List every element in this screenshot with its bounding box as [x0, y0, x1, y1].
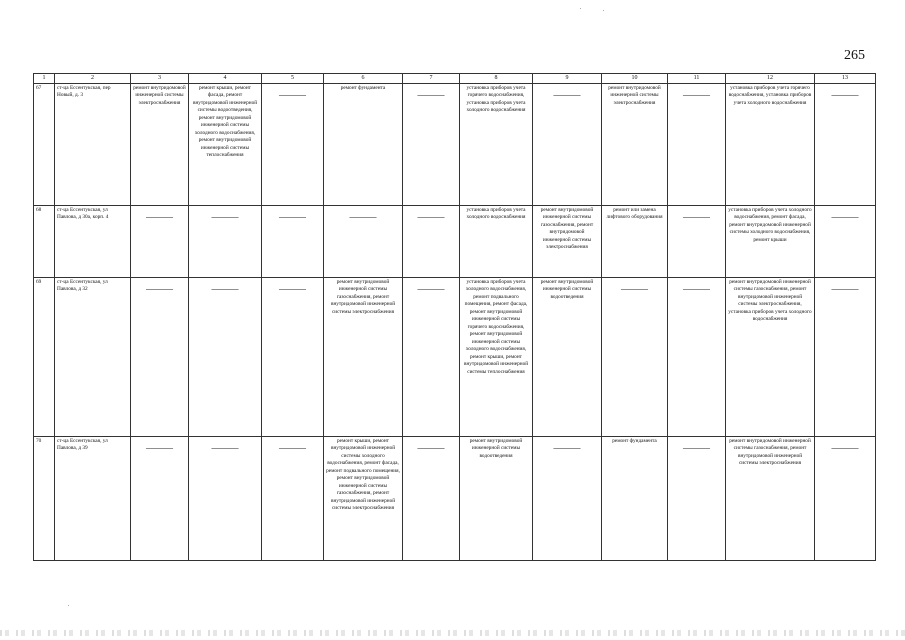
table-cell: ремонт внутридомовой инженерной системы газоснабжения, ремонт внутридомовой инженерной системы электроснабжения [726, 436, 815, 560]
table-cell [189, 205, 262, 277]
table-cell: ремонт внутридомовой инженерной системы водоотведения [460, 436, 533, 560]
scan-speck [603, 10, 604, 11]
table-cell: установка приборов учета холодного водоснабжения [460, 205, 533, 277]
table-row [34, 436, 876, 560]
table-cell: ремонт внутридомовой инженерной системы электроснабжения [131, 83, 189, 205]
dash: ——— [146, 211, 173, 222]
page-number: 265 [844, 48, 865, 63]
dash: ——— [349, 211, 377, 222]
dash: ——— [279, 442, 306, 453]
table-cell: ремонт внутридомовой инженерной системы газоснабжения, ремонт внутридомовой инженерной системы электроснабжения, установка приборов учета холодного водоснабжения [726, 277, 815, 436]
table-cell: установка приборов учета горячего водоснабжения, установка приборов учета холодного водоснабжения [460, 83, 533, 205]
dash: ——— [683, 283, 710, 294]
dash: ——— [831, 89, 859, 100]
table-cell [668, 205, 726, 277]
address-cell: ст-ца Ессентукская, пер Новый, д. 3 [55, 83, 131, 205]
address-cell: ст-ца Ессентукская, ул Павлова, д 39 [55, 436, 131, 560]
dash: ——— [553, 89, 581, 100]
column-number: 7 [403, 74, 460, 84]
scan-artifact-strip [0, 630, 905, 636]
repair-schedule-table [33, 73, 876, 561]
table-cell [131, 277, 189, 436]
row-number: 67 [34, 83, 55, 205]
table-cell: установка приборов учета холодного водоснабжения, ремонт подвального помещения, ремонт фасада, ремонт внутридомовой инженерной системы горячего водоснабжения, ремонт внутридомовой инженерной системы холодного водоснабжения, ремонт крыши, ремонт внутридомовой инженерной системы теплоснабжения [460, 277, 533, 436]
table-cell [533, 436, 602, 560]
column-number: 6 [324, 74, 403, 84]
table-cell [189, 277, 262, 436]
table-cell: установка приборов учета горячего водоснабжения, установка приборов учета холодного водоснабжения [726, 83, 815, 205]
dash: ——— [146, 442, 173, 453]
dash: ——— [417, 211, 445, 222]
column-number: 2 [55, 74, 131, 84]
table-cell [602, 277, 668, 436]
table-row [34, 83, 876, 205]
table-row [34, 277, 876, 436]
table-cell [815, 277, 876, 436]
column-number: 10 [602, 74, 668, 84]
row-number: 68 [34, 205, 55, 277]
table-cell [131, 436, 189, 560]
dash: ——— [279, 283, 306, 294]
column-number: 12 [726, 74, 815, 84]
table-cell: ремонт внутридомовой инженерной системы водоотведения [533, 277, 602, 436]
table-cell [403, 83, 460, 205]
table-cell [668, 83, 726, 205]
dash: ——— [683, 442, 710, 453]
table-cell: ремонт внутридомовой инженерной системы газоснабжения, ремонт внутридомовой инженерной системы электроснабжения [324, 277, 403, 436]
dash: ——— [831, 442, 859, 453]
table-cell [668, 277, 726, 436]
column-number: 1 [34, 74, 55, 84]
table-cell: ремонт крыши, ремонт фасада, ремонт внутридомовой инженерной системы водоотведения, ремонт внутридомовой инженерной системы холодного водоснабжения, ремонт внутридомовой инженерной системы теплоснабжения [189, 83, 262, 205]
scan-speck [68, 605, 69, 606]
table-cell [815, 83, 876, 205]
dash: ——— [279, 211, 306, 222]
dash: ——— [621, 283, 648, 294]
address-cell: ст-ца Ессентукская, ул Павлова, д 32 [55, 277, 131, 436]
table-cell: ремонт фундамента [324, 83, 403, 205]
dash: ——— [279, 89, 306, 100]
address-cell: ст-ца Ессентукская, ул Павлова, д 30а, корп. 4 [55, 205, 131, 277]
row-number: 69 [34, 277, 55, 436]
dash: ——— [211, 211, 239, 222]
table-cell [815, 205, 876, 277]
dash: ——— [831, 283, 859, 294]
table-cell: ремонт или замена лифтового оборудования [602, 205, 668, 277]
dash: ——— [417, 283, 445, 294]
table-cell [262, 205, 324, 277]
table-cell [262, 83, 324, 205]
table-cell: ремонт фундамента [602, 436, 668, 560]
table-cell [131, 205, 189, 277]
column-number: 4 [189, 74, 262, 84]
dash: ——— [417, 442, 445, 453]
column-number-row [34, 74, 876, 84]
table-cell [262, 277, 324, 436]
table-cell [403, 205, 460, 277]
table-cell: установка приборов учета холодного водоснабжения, ремонт фасада, ремонт внутридомовой инженерной системы холодного водоснабжения, ремонт крыши [726, 205, 815, 277]
table-cell [324, 205, 403, 277]
table-cell [262, 436, 324, 560]
column-number: 9 [533, 74, 602, 84]
table-row [34, 205, 876, 277]
table-cell [403, 436, 460, 560]
table-cell: ремонт внутридомовой инженерной системы электроснабжения [602, 83, 668, 205]
column-number: 5 [262, 74, 324, 84]
table-cell [668, 436, 726, 560]
table-cell: ремонт внутридомовой инженерной системы газоснабжения, ремонт внутридомовой инженерной системы электроснабжения [533, 205, 602, 277]
column-number: 11 [668, 74, 726, 84]
column-number: 8 [460, 74, 533, 84]
table-cell [815, 436, 876, 560]
dash: ——— [683, 89, 710, 100]
table-cell [533, 83, 602, 205]
column-number: 13 [815, 74, 876, 84]
dash: ——— [211, 283, 239, 294]
scan-speck [580, 8, 581, 9]
dash: ——— [146, 283, 173, 294]
table-cell [403, 277, 460, 436]
dash: ——— [831, 211, 859, 222]
dash: ——— [683, 211, 710, 222]
dash: ——— [417, 89, 445, 100]
column-number: 3 [131, 74, 189, 84]
table-cell: ремонт крыши, ремонт внутридомовой инженерной системы холодного водоснабжения, ремонт фасада, ремонт подвального помещения, ремонт внутридомовой инженерной системы газоснабжения, ремонт внутридомовой инженерной системы электроснабжения [324, 436, 403, 560]
table-cell [189, 436, 262, 560]
dash: ——— [211, 442, 239, 453]
dash: ——— [553, 442, 581, 453]
row-number: 70 [34, 436, 55, 560]
